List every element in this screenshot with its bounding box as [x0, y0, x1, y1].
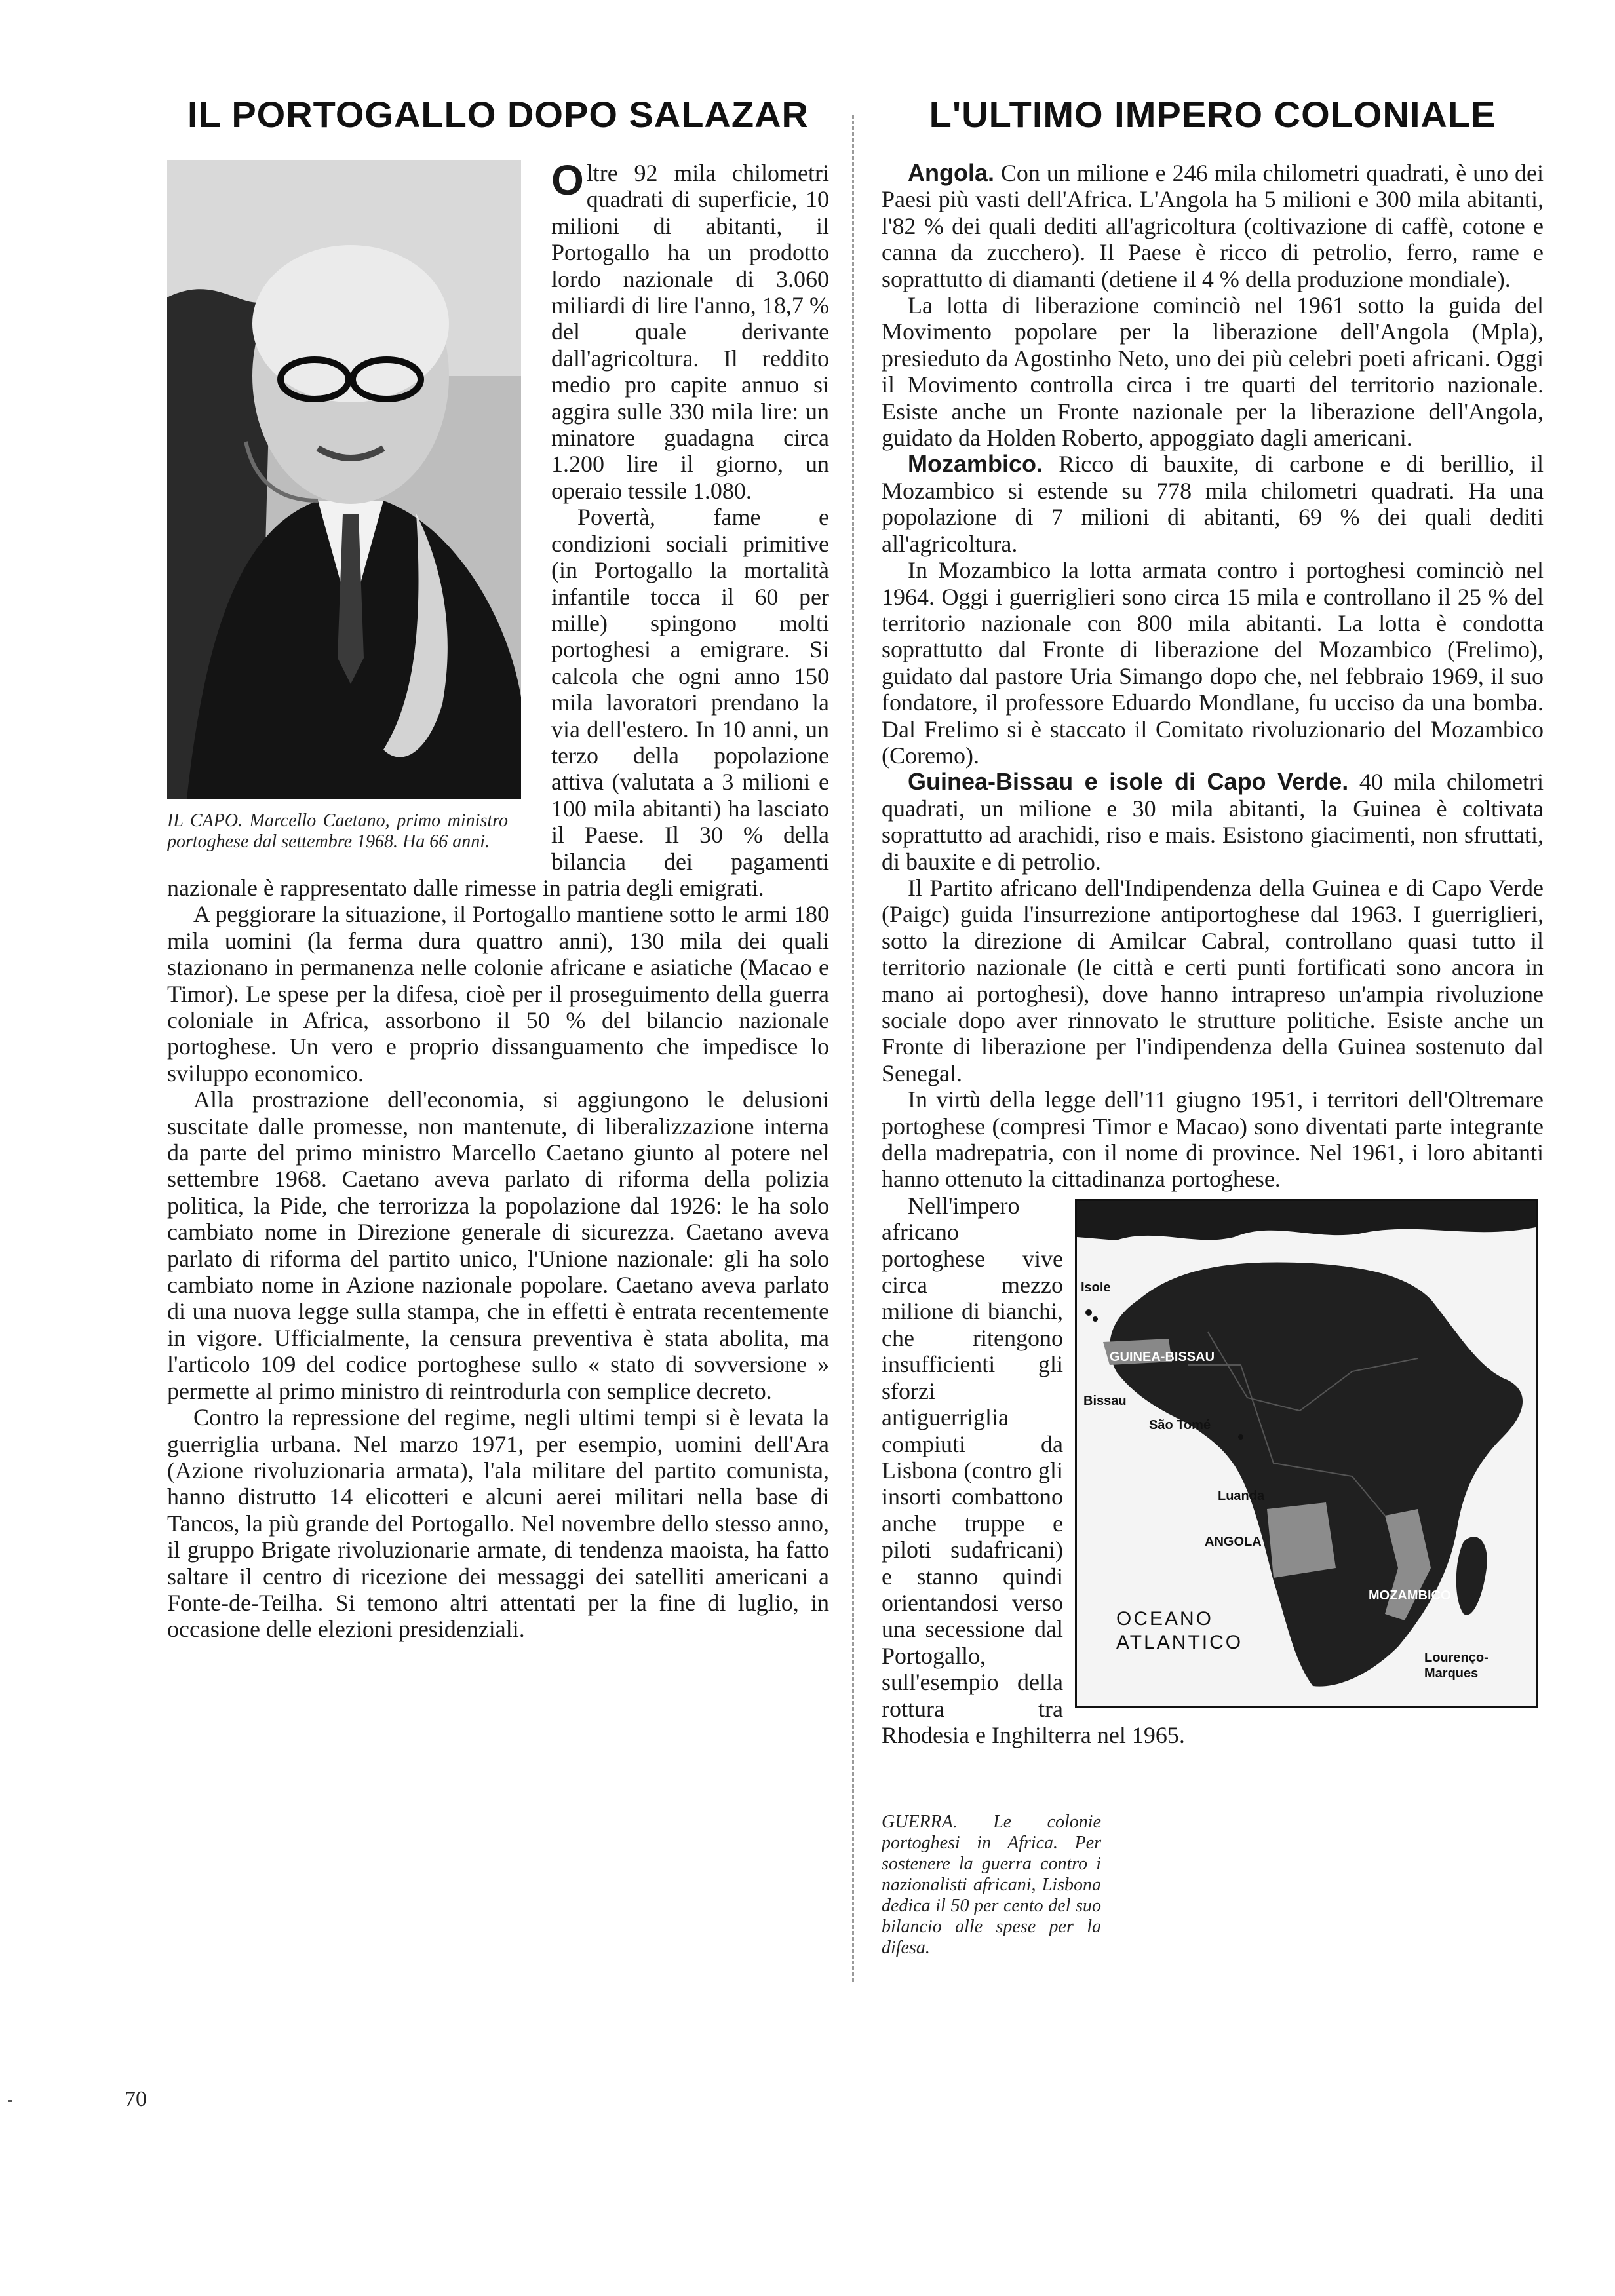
left-paragraph-5: Contro la repressione del regime, negli ultimi tempi si è levata la guerriglia urbana. Nel marzo 1971, per esempio, uomini dell'Ara (Azione rivoluzionaria armata), l'ala militare del partito comunista, hanno distrutto 14 elicotteri e alcuni aerei militari nella base di Tancos, la più grande del Portogallo. Nel novembre dello stesso anno, il gruppo Brigate rivoluzionarie armate, di tendenza maoista, ha fatto saltare il centro di ricezione dei messaggi dei satelliti americani a Fonte-de-Teilha. Si temono altri attentati per la fine di luglio, in occasione delle elezioni presidenziali. [167, 1404, 829, 1643]
map-label-bissau: Bissau [1083, 1393, 1127, 1408]
legge-paragraph: In virtù della legge dell'11 giugno 1951, i territori dell'Oltremare portoghese (compresi Timor e Macao) sono diventati parte integrante della madrepatria, con il nome di province. Nel 1961, i loro abitanti hanno ottenuto la cittadinanza portoghese. [882, 1086, 1544, 1193]
mozambico-heading: Mozambico. [908, 450, 1043, 478]
mozambico-paragraph-1 [882, 451, 1544, 557]
right-article-body [882, 160, 1544, 1748]
map-label-mozambico: MOZAMBICO [1369, 1588, 1451, 1603]
map-label-isole: Isole [1081, 1280, 1111, 1295]
angola-paragraph-2: La lotta di liberazione cominciò nel 1961 sotto la guida del Movimento popolare per la liberazione dell'Angola (Mpla), presieduto da Agostinho Neto, uno dei più celebri poeti africani. Oggi il Movimento controlla circa i tre quarti del territorio nazionale. Esiste anche un Fronte nazionale per la liberazione dell'Angola, guidato da Holden Roberto, appoggiato dagli americani. [882, 292, 1544, 451]
column-divider [852, 115, 854, 1982]
left-column [167, 92, 829, 1643]
right-headline: L'ULTIMO IMPERO COLONIALE [929, 94, 1496, 135]
mozambico-paragraph-1-text: Ricco di bauxite, di carbone e di berillio, il Mozambico si estende su 778 mila chilometri quadrati. Ha una popolazione di 7 milioni di abitanti, 69 % dei quali dediti all'agricoltura. [882, 451, 1544, 557]
left-article-body [167, 157, 829, 1643]
right-column [882, 92, 1544, 1748]
portrait-image [167, 160, 521, 799]
page-number: 70 [125, 2087, 147, 2111]
left-headline: IL PORTOGALLO DOPO SALAZAR [187, 94, 809, 135]
bianchi-paragraph: Nell'impero africano portoghese vive circa mezzo milione di bianchi, che ritengono insufficienti gli sforzi antiguerriglia compiuti da Lisbona (contro gli insorti combattono anche truppe e piloti sudafricani) e stanno quindi orientandosi verso una secessione dal Portogallo, sull'esempio della rottura tra Rhodesia e Inghilterra nel 1965. [882, 1192, 1185, 1748]
left-paragraph-1-text: ltre 92 mila chilometri quadrati di superficie, 10 milioni di abitanti, il Portogallo ha un prodotto lordo nazionale di 3.060 miliardi di lire l'anno, 18,7 % del quale derivante dall'agricoltura. Il reddito medio pro capite annuo si aggira sulle 330 mila lire: un minatore guadagna circa 1.200 lire il giorno, un operaio tessile 1.080. [551, 160, 829, 504]
portrait-figure [167, 160, 534, 852]
angola-paragraph-1 [882, 160, 1544, 292]
left-paragraph-3: A peggiorare la situazione, il Portogallo mantiene sotto le armi 180 mila uomini (la ferma dura quattro anni), 130 mila dei quali stazionano in permanenza nelle colonie africane e asiatiche (Macao e Timor). Le spese per la difesa, cioè per il proseguimento della guerra coloniale in Africa, assorbono il 50 % del bilancio nazionale portoghese. Un vero e proprio dissanguamento che impedisce lo sviluppo economico. [167, 901, 829, 1086]
map-label-luanda: Luanda [1218, 1488, 1265, 1503]
guinea-paragraph-1 [882, 769, 1544, 875]
map-label-saotome: São Tomé [1149, 1417, 1211, 1432]
angola-paragraph-1-text: Con un milione e 246 mila chilometri quadrati, è uno dei Paesi più vasti dell'Africa. L'Angola ha 5 milioni e 300 mila abitanti, l'82 % dei quali dediti all'agricoltura (coltivazione di caffè, cotone e canna da zucchero). Il Paese è ricco di petrolio, ferro, rame e soprattutto di diamanti (detiene il 4 % della produzione mondiale). [882, 160, 1544, 292]
angola-heading: Angola. [908, 159, 994, 186]
portrait-photo [167, 160, 521, 799]
map-caption: GUERRA. Le colonie portoghesi in Africa. Per sostenere la guerra contro i nazionalisti africani, Lisbona dedica il 50 per cento del suo bilancio alle spese per la difesa. [882, 1812, 1101, 1958]
map-label-ocean: OCEANO ATLANTICO [1116, 1607, 1243, 1653]
map-figure [1075, 1199, 1557, 1708]
left-paragraph-2: Povertà, fame e condizioni sociali primitive (in Portogallo la mortalità infantile tocca il 60 per mille) spingono molti portoghesi a emigrare. Si calcola che ogni anno 150 mila lavoratori prendano la via dell'estero. In 10 anni, un terzo della popolazione attiva (valutata a 3 milioni e 100 mila abitanti) ha lasciato il Paese. Il 30 % della bilancia dei pagamenti nazionale è rappresentato dalle rimesse in patria degli emigrati. [167, 504, 829, 901]
drop-cap: O [551, 157, 584, 204]
map-label-guinea: GUINEA-BISSAU [1110, 1349, 1215, 1364]
map-label-angola: ANGOLA [1205, 1534, 1262, 1549]
guinea-paragraph-1-text: 40 mila chilometri quadrati, un milione e 30 mila abitanti, la Guinea è coltivata soprattutto ad arachidi, riso e mais. Esistono giacimenti, non sfruttati, di bauxite e di petrolio. [882, 769, 1544, 875]
mozambico-paragraph-2: In Mozambico la lotta armata contro i portoghesi cominciò nel 1964. Oggi i guerriglieri sono circa 15 mila e controllano il 25 % del territorio nazionale con 800 mila abitanti. La lotta è condotta soprattutto dal Fronte di liberazione del Mozambico (Frelimo), guidato dal pastore Uria Simango dopo che, nel febbraio 1969, il suo fondatore, il professore Eduardo Mondlane, fu ucciso da una bomba. Dal Frelimo si è staccato il Comitato rivoluzionario del Mozambico (Coremo). [882, 557, 1544, 769]
left-paragraph-4: Alla prostrazione dell'economia, si aggiungono le delusioni suscitate dalle promesse, non mantenute, di liberalizzazione interna da parte del primo ministro Marcello Caetano giunto al potere nel settembre 1968. Caetano aveva parlato di riforma della polizia politica, la Pide, che terrorizza la popolazione dal 1926: le ha solo cambiato nome in Direzione generale di sicurezza. Caetano aveva parlato di riforma del partito unico, l'Unione nazionale: gli ha solo cambiato nome in Azione nazionale popolare. Caetano aveva parlato di una nuova legge sulla stampa, che in effetti è entrata recentemente in vigore. Ufficialmente, la censura preventiva è stata abolita, ma l'articolo 109 del codice portoghese sullo « stato di sovversione » permette al primo ministro di reintrodurla con semplice decreto. [167, 1086, 829, 1404]
africa-map [1075, 1199, 1538, 1708]
margin-mark [8, 2100, 12, 2102]
map-label-lourenco-marques: Lourenço- Marques [1424, 1650, 1489, 1681]
guinea-heading: Guinea-Bissau e isole di Capo Verde. [908, 768, 1349, 795]
guinea-paragraph-2: Il Partito africano dell'Indipendenza della Guinea e di Capo Verde (Paigc) guida l'insurrezione antiportoghese dal 1963. I guerriglieri, sotto la direzione di Amilcar Cabral, controllano quasi tutto il territorio nazionale (le città e certi punti fortificati sono ancora in mano ai portoghesi), dove hanno intrapreso un'ampia rivoluzione sociale dopo aver rinnovato le strutture politiche. Esiste anche un Fronte di liberazione per l'indipendenza della Guinea sostenuto dal Senegal. [882, 874, 1544, 1086]
portrait-caption: IL CAPO. Marcello Caetano, primo ministro portoghese dal settembre 1968. Ha 66 anni. [167, 811, 508, 852]
